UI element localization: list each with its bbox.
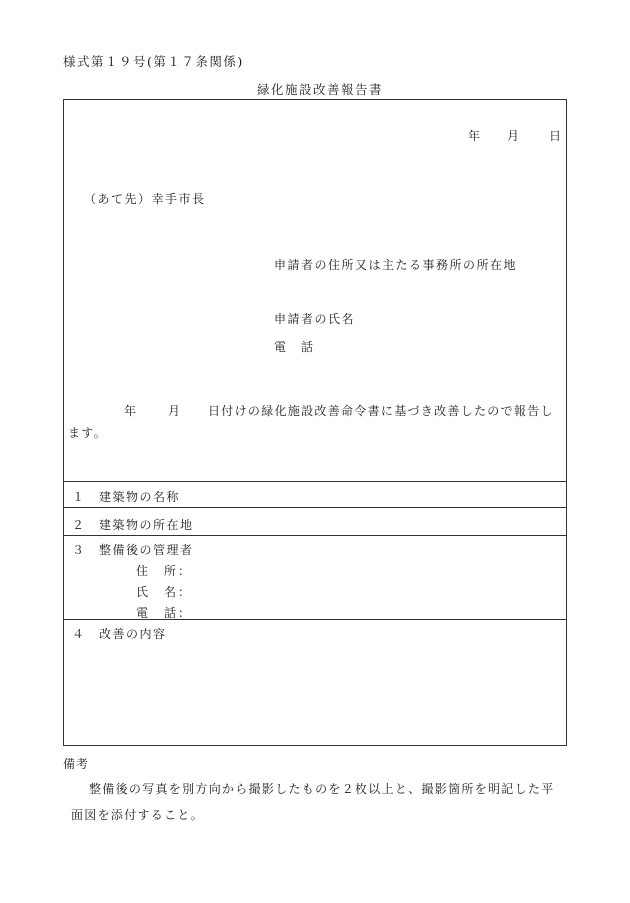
divider-3	[64, 535, 566, 536]
date-month: 月	[507, 129, 520, 143]
applicant-address-label: 申請者の住所又は主たる事務所の所在地	[274, 258, 518, 272]
divider-4	[64, 619, 566, 620]
page-title: 緑化施設改善報告書	[257, 82, 384, 97]
manager-phone: 電 話：	[136, 606, 193, 620]
report-text-line1: 日付けの緑化施設改善命令書に基づき改善したので報告し	[208, 404, 554, 418]
report-form	[63, 99, 567, 746]
item-manager: ３ 整備後の管理者	[72, 543, 194, 557]
notes-line2: 面図を添付すること。	[71, 808, 205, 822]
manager-address: 住 所：	[136, 564, 193, 578]
notes-line1: 整備後の写真を別方向から撮影したものを２枚以上と、撮影箇所を明記した平	[89, 782, 555, 796]
manager-name: 氏 名：	[136, 585, 193, 599]
item-building-name: １ 建築物の名称	[72, 490, 181, 504]
date-day: 日	[549, 129, 562, 143]
item-building-location: ２ 建築物の所在地	[72, 518, 194, 532]
date-year: 年	[468, 129, 481, 143]
applicant-name-label: 申請者の氏名	[274, 312, 356, 326]
divider-2	[64, 507, 566, 508]
divider-1	[64, 481, 566, 482]
addressee: （あて先）幸手市長	[84, 192, 206, 206]
item-improvement-content: ４ 改善の内容	[72, 627, 167, 641]
applicant-phone-label: 電 話	[274, 340, 315, 354]
form-number: 様式第１９号(第１７条関係)	[63, 54, 244, 69]
report-year: 年	[124, 404, 137, 418]
notes-heading: 備考	[63, 757, 90, 771]
report-text-line2: ます。	[68, 426, 107, 440]
report-month: 月	[168, 404, 181, 418]
